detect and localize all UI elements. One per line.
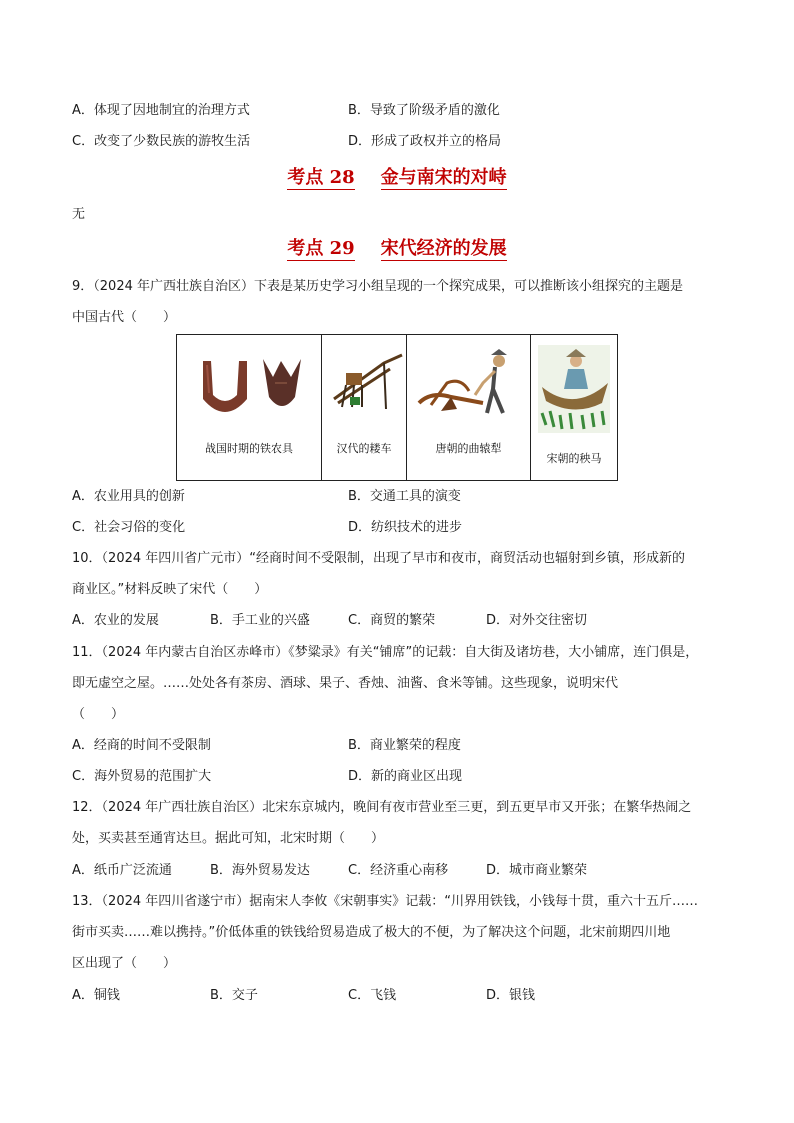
cell-seed-drill: [322, 335, 407, 481]
rice-seedling-horse-image: [531, 343, 617, 435]
caption-tang-curved-plow: 唐朝的曲辕犁: [435, 442, 502, 455]
section-29-label: 考点 29: [287, 238, 355, 259]
q8-option-d: D．形成了政权并立的格局: [348, 134, 502, 149]
q9-option-c: C．社会习俗的变化: [72, 520, 186, 535]
q11-stem-line2: 即无虚空之屋。……处处各有茶房、酒球、果子、香烛、油酱、食米等铺。这些现象，说明宋代: [72, 676, 619, 691]
q9-option-a: A．农业用具的创新: [72, 489, 185, 504]
q9-stem-line1: 9．（2024 年广西壮族自治区）下表是某历史学习小组呈现的一个探究成果，可以推断该小组探究的主题是: [72, 279, 683, 294]
q13-stem-line2: 街市买卖……难以携持。”价低体重的铁钱给贸易造成了极大的不便，为了解决这个问题，北宋前期四川地: [72, 925, 671, 940]
q12-option-a: A．纸币广泛流通: [72, 863, 172, 878]
iron-farm-tools-image: [177, 343, 321, 423]
q13-option-d: D．银钱: [486, 988, 536, 1003]
q10-stem-line2: 商业区。”材料反映了宋代（ ）: [72, 582, 268, 597]
caption-han-seed-drill: 汉代的耧车: [336, 442, 392, 455]
q11-stem-line1: 11．（2024 年内蒙古自治区赤峰市）《梦粱录》有关“铺席”的记载：自大街及诸坊巷，大小铺席，连门俱是，: [72, 645, 699, 660]
caption-song-seedling-horse: 宋朝的秧马: [546, 452, 602, 465]
q10-option-a: A．农业的发展: [72, 613, 159, 628]
q11-option-c: C．海外贸易的范围扩大: [72, 769, 212, 784]
cell-iron-tools: [177, 335, 322, 481]
q13-option-a: A．铜钱: [72, 988, 120, 1003]
q12-option-d: D．城市商业繁荣: [486, 863, 588, 878]
section-29-title: 宋代经济的发展: [380, 238, 507, 259]
q9-image-table: [176, 334, 618, 481]
section-28-content: 无: [72, 207, 86, 222]
q11-option-a: A．经商的时间不受限制: [72, 738, 211, 753]
q10-option-c: C．商贸的繁荣: [348, 613, 436, 628]
q9-option-b: B．交通工具的演变: [348, 489, 461, 504]
caption-warring-states-iron-tools: 战国时期的铁农具: [205, 442, 293, 455]
q13-option-c: C．飞钱: [348, 988, 397, 1003]
q13-option-b: B．交子: [210, 988, 258, 1003]
section-29-heading: [0, 237, 794, 261]
q10-option-d: D．对外交往密切: [486, 613, 588, 628]
q10-option-b: B．手工业的兴盛: [210, 613, 310, 628]
seed-drill-image: [322, 343, 406, 423]
cell-rice-seedling-horse: [531, 335, 618, 481]
q12-option-b: B．海外贸易发达: [210, 863, 310, 878]
q9-option-d: D．纺织技术的进步: [348, 520, 463, 535]
q12-stem-line2: 处，买卖甚至通宵达旦。据此可知，北宋时期（ ）: [72, 831, 385, 846]
q9-stem-line2: 中国古代（ ）: [72, 310, 177, 325]
q13-stem-line3: 区出现了（ ）: [72, 956, 177, 971]
q12-stem-line1: 12．（2024 年广西壮族自治区）北宋东京城内，晚间有夜市营业至三更，到五更早市又开张；在繁华热闹之: [72, 800, 692, 815]
q11-option-b: B．商业繁荣的程度: [348, 738, 461, 753]
q13-stem-line1: 13．（2024 年四川省遂宁市）据南宋人李攸《宋朝事实》记载：“川界用铁钱，小钱每十贯，重六十五斤……: [72, 894, 698, 909]
q12-option-c: C．经济重心南移: [348, 863, 449, 878]
q8-option-c: C．改变了少数民族的游牧生活: [72, 134, 251, 149]
section-28-label: 考点 28: [287, 167, 355, 188]
q11-option-d: D．新的商业区出现: [348, 769, 463, 784]
q8-option-b: B．导致了阶级矛盾的激化: [348, 103, 500, 118]
curved-shaft-plow-image: [407, 343, 530, 423]
q8-option-a: A．体现了因地制宜的治理方式: [72, 103, 250, 118]
section-28-title: 金与南宋的对峙: [380, 167, 507, 188]
section-28-heading: [0, 166, 794, 190]
q10-stem-line1: 10．（2024 年四川省广元市）“经商时间不受限制，出现了早市和夜市，商贸活动也辐射到乡镇，形成新的: [72, 551, 685, 566]
cell-curved-plow: [407, 335, 531, 481]
q11-stem-line3: （ ）: [72, 707, 125, 722]
